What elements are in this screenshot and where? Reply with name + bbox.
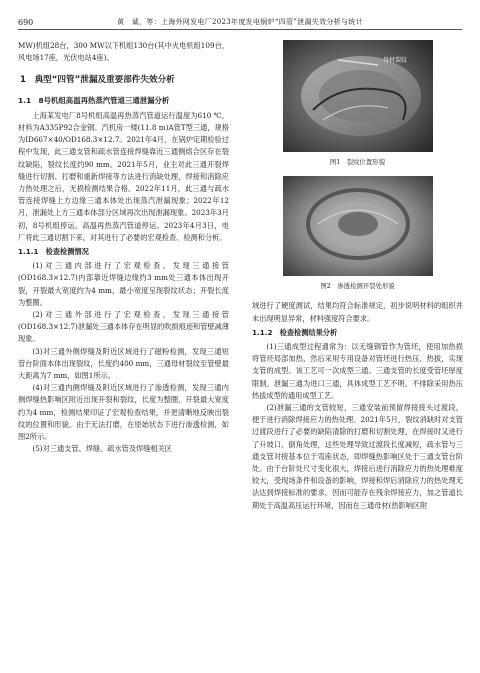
- figure-1-caption: 图1 裂纹位置形貌: [329, 158, 386, 166]
- section-1-1-paragraph: 上海某发电厂8号机组高温再热蒸汽管道运行温度为610 ℃，材料为A335P92合金钢。汽机房一楼(11.8 m)A管T型三通，规格为ID667×40/OD168.3×12.7。2021年4月，在锅炉定期检验过程中发现，此三通支管和疏水管连接焊缝靠近三通侧熔合区存在裂纹缺陷，裂纹长度约90 mm。2021年5月，业主对此三通开裂焊缝进行切割、打磨和重新焊接等方法进行消缺处理，焊接和消除应力热处理之后，无损检测结果合格。2022年11月，此三通与疏水管连接焊缝上方边缘三通本体处出现蒸汽泄漏现象；2022年12月，泄漏处上方三通本体部分区域再次出现泄漏现象。2023年3月初，8号机组停运，高温再热蒸汽管道停运。2023年4月3日，电厂将此三通切割下来，对其进行了必要的宏观检查、检测和分析。: [18, 110, 229, 242]
- analysis-item-1: (1)三通成型过程通常为：以无缝钢管作为管坯，使用加热损将管坯局部加热，然后采用专用设备对管坯进行热压、热拔，实现支管的成型。该工艺可一次成型三通。三通支管的长度受管坯厚度限制。泄漏三通为进口三通，具体成型工艺不明，不排除采用热压热拔成型的通用成型工艺。: [252, 342, 463, 400]
- section-1-1-2-heading: 1.1.2 检查检测结果分析: [252, 327, 338, 337]
- right-column: [252, 40, 463, 512]
- figure-1-label: 母材裂纹: [382, 57, 407, 64]
- figure-1-photo: [283, 40, 433, 152]
- figure-2-caption: 图2 渗透检测开裂处形貌: [320, 282, 395, 291]
- figure-2-photo: [283, 176, 433, 276]
- section-1-1-1-heading: 1.1.1 检查检测情况: [18, 247, 89, 257]
- inspection-item-2: (2)对三通外部进行了宏观检查，发现三通接管(OD168.3×12.7)泄漏处三通本体存在明显的吹损痕迹和管壁减薄现象。: [18, 310, 229, 344]
- inspection-item-1: (1)对三通内部进行了宏观检查，发现三通接管(OD168.3×12.7)内部靠近焊缝边缘约3 mm处三通本体出现开裂，开裂最大宽度约为4 mm，最小宽度呈现裂纹状态；开裂长度为整圈。: [18, 261, 229, 307]
- left-column: [18, 40, 229, 456]
- intro-tail-paragraph: MW)机组28台，300 MW以下机组130台(其中火电机组109台，风电场17座，光伏电站4座)。: [18, 41, 229, 63]
- page-number: 690: [18, 18, 34, 27]
- running-header: [18, 14, 462, 30]
- analysis-item-2: (2)泄漏三通的支管较短，三通安装前预留焊接接头过渡段，便于进行消除焊接应力的热处理。2021年5月，裂纹消缺时对支管过渡段进行了必要的缺陷清除的打磨和切割处理，在焊接时又进行了升坡口、倒角处理，这些处理导致过渡段长度减短，疏水管与三通支管对接基本位于弯座状态，即焊缝热影响区处于三通支管台阶处。由于台阶处尺寸变化很大，焊接后进行消除应力的热处理难度较大，受现场条件和设备的影响，焊接和焊后消除应力的热处理无法达到焊接标准的要求，因而可能存在残余焊接应力，加之管道长期处于高温高压运行环境，因而在三通母材(热影响区附: [252, 403, 463, 510]
- running-title: 黄 诚，等：上海外网发电厂2023年度发电锅炉“四管”泄漏失效分析与统计: [117, 18, 363, 26]
- inspection-item-5: (5)对三通支管、焊缝、疏水管及焊缝相关区: [32, 444, 172, 454]
- inspection-item-3: (3)对三通外侧焊缝及附近区域进行了磁粉检测，发现三通短管台阶面本体出现裂纹，长度约400 mm，三通母材裂纹至管壁最大距离为7 mm，如图1所示。: [18, 346, 229, 381]
- section-1-heading: 1 典型“四管”泄漏及重要部件失效分析: [20, 75, 175, 86]
- section-1-1-heading: 1.1 8号机组高温再热蒸汽管道三通泄漏分析: [18, 95, 170, 105]
- continued-paragraph: 域进行了硬度测试，结果均符合标准规定，初步说明材料的组织并未出现明显异常，材料强度符合要求。: [252, 301, 463, 323]
- inspection-item-4: (4)对三通内侧焊缝及附近区域进行了渗透检测，发现三通内侧焊缝热影响区附近出现开裂和裂纹，长度为整圈，开裂最大宽度约为4 mm，检测结果印证了宏观检查结果，并更清晰地反映出裂纹的位置和形貌。由于无法打磨，在原始状态下进行渗透检测，如图2所示。: [18, 383, 229, 442]
